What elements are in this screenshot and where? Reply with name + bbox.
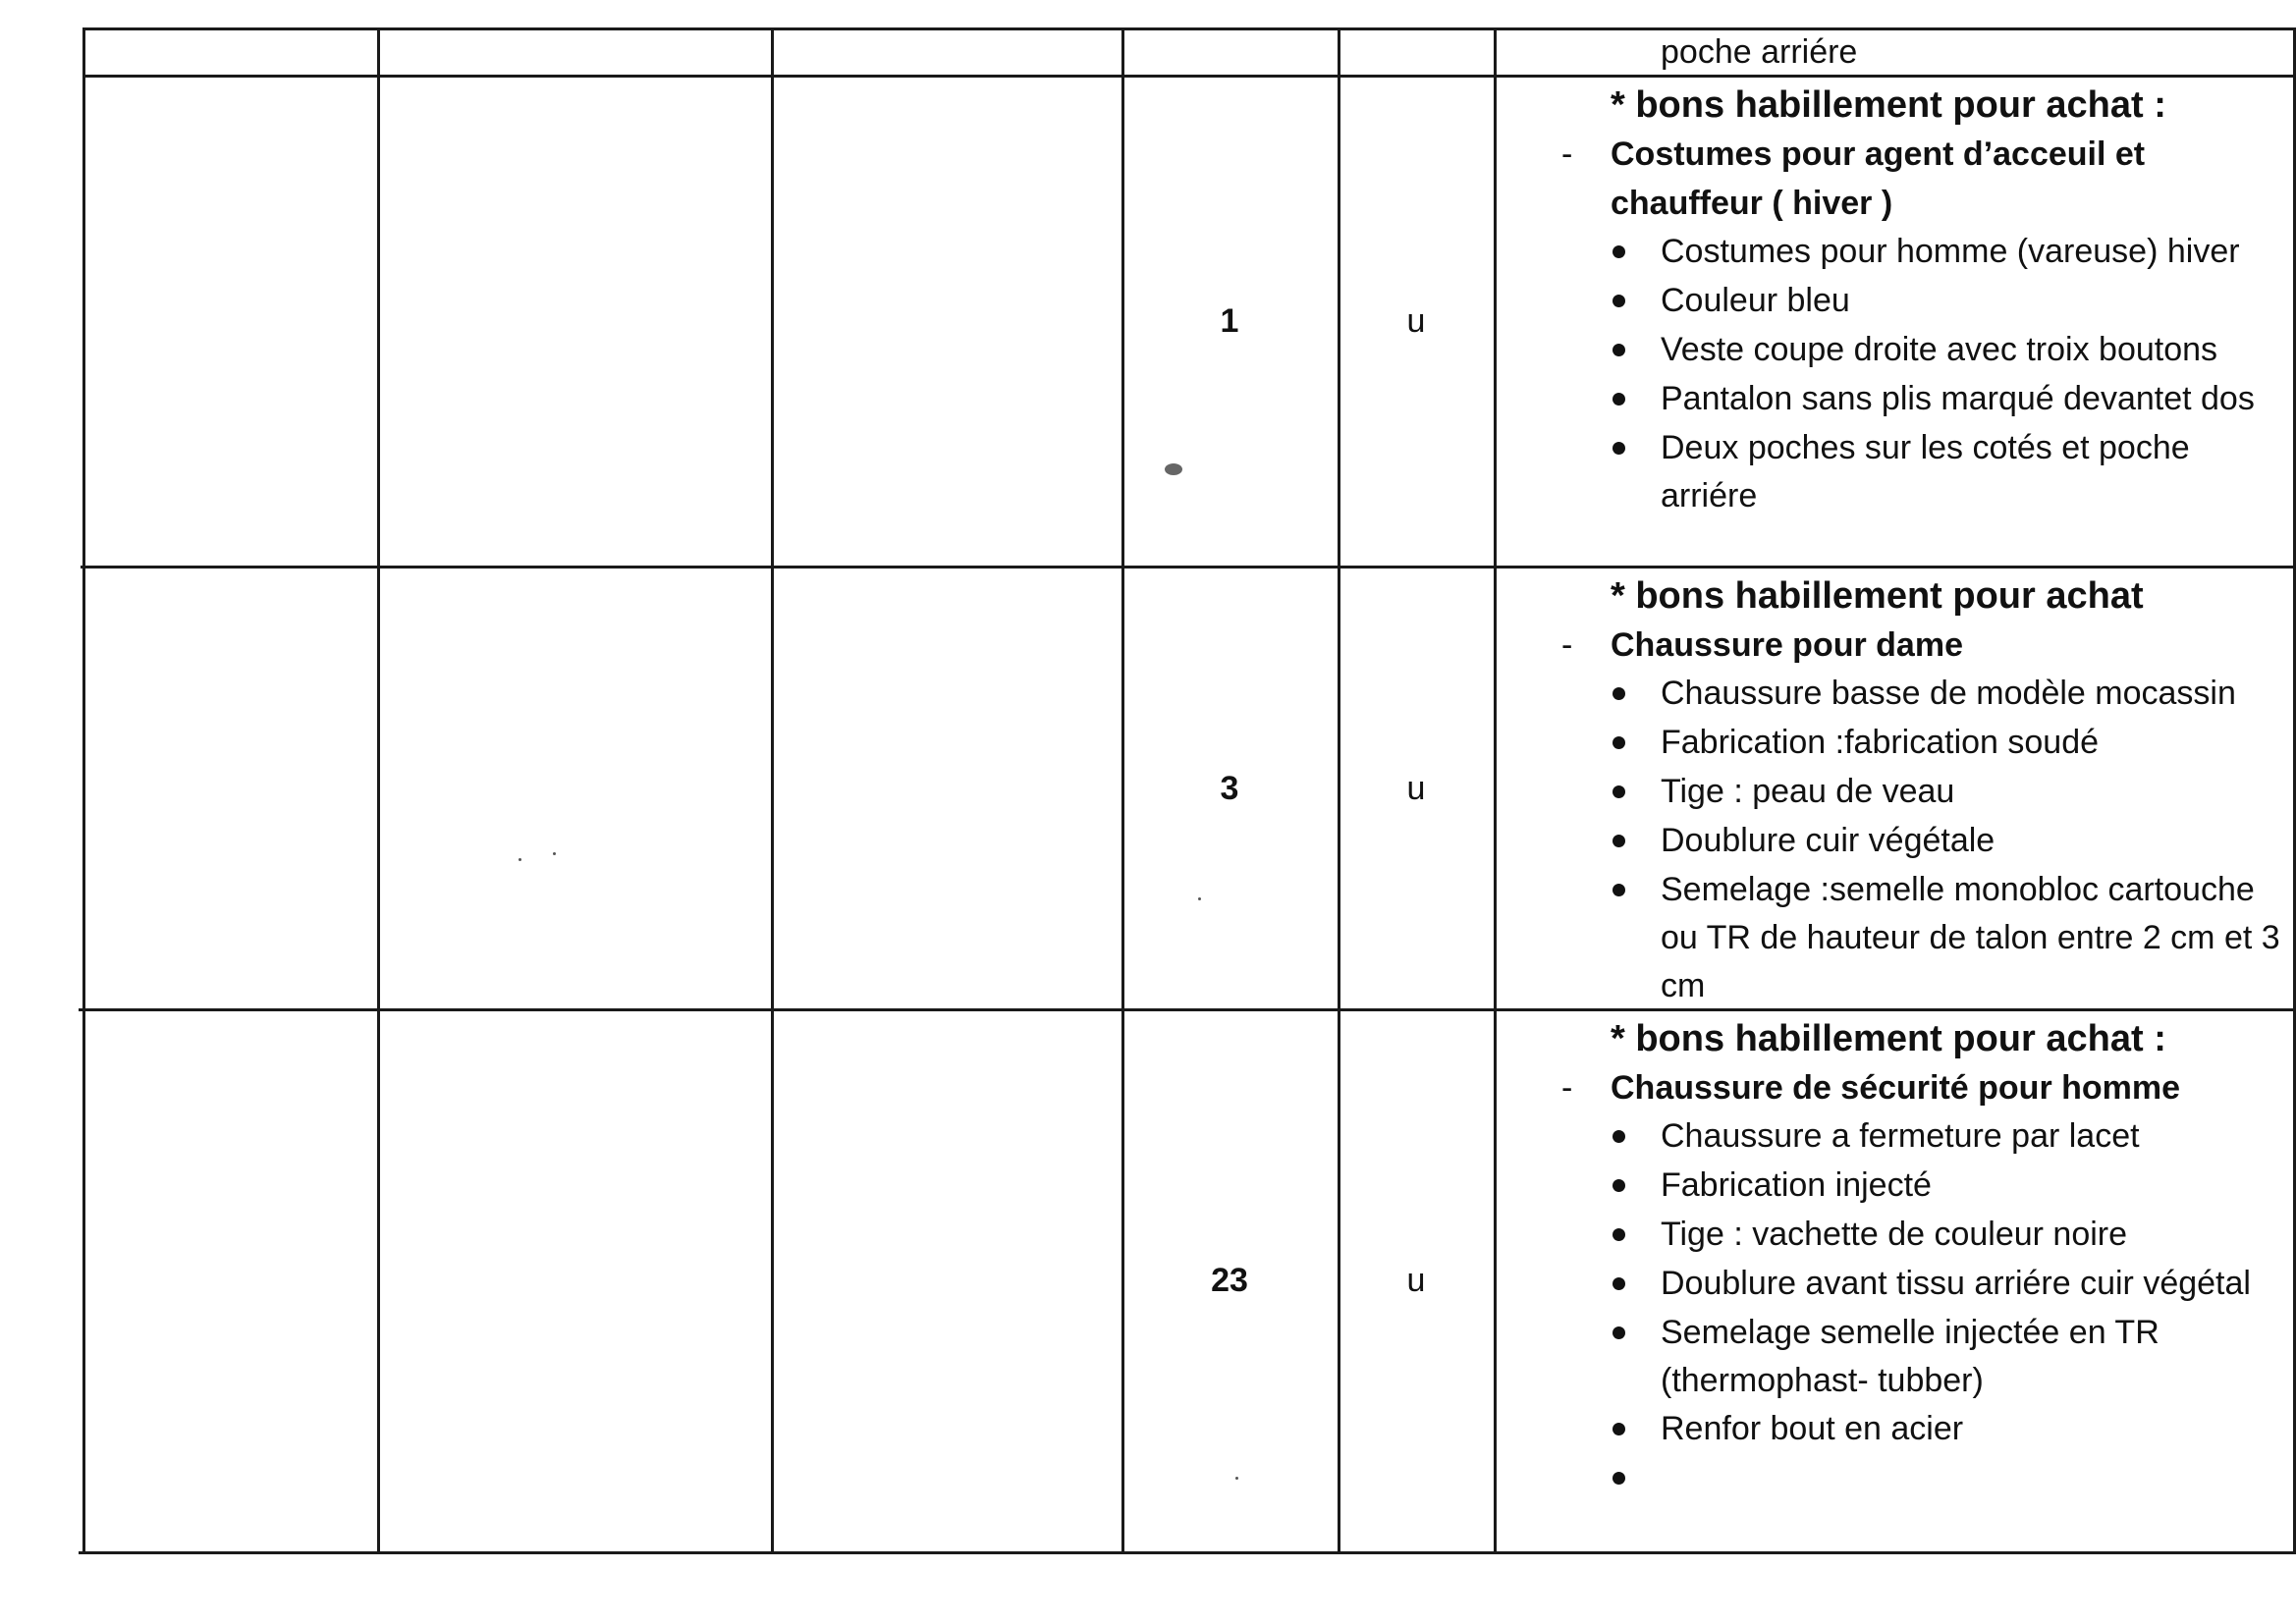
quantity-cell: 1 [1220,302,1239,340]
row-divider [81,566,2296,568]
bullet-icon [1613,1130,1625,1143]
section-subtitle [1497,1063,2292,1112]
table-border-left [82,27,85,1554]
section-title: * bons habillement pour achat [1611,575,2144,617]
section-title: * bons habillement pour achat : [1611,84,2166,126]
bullet-icon [1613,884,1625,896]
scan-speck [1165,463,1182,475]
description-cell [1497,1014,2292,1503]
list-item [1497,424,2292,520]
unit-cell: u [1406,1262,1426,1299]
subtitle-text: Chaussure de sécurité pour homme [1611,1069,2181,1107]
list-item-text: Doublure cuir végétale [1661,822,1995,859]
list-item-text: Chaussure basse de modèle mocassin [1661,675,2236,712]
bullet-icon [1613,1472,1625,1485]
bullet-icon [1613,687,1625,700]
list-item [1497,1260,2292,1309]
bullet-icon [1613,1423,1625,1435]
dash-marker: - [1561,1069,1573,1107]
list-item-text: Doublure avant tissu arriére cuir végétal [1661,1265,2251,1302]
column-divider [771,27,774,1554]
list-item [1497,866,2292,1010]
list-item-text: Pantalon sans plis marqué devantet dos [1661,380,2255,417]
list-item-text: Fabrication :fabrication soudé [1661,724,2100,761]
item-list [1497,670,2292,1010]
unit-cell: u [1406,302,1426,340]
list-item [1497,326,2292,375]
bullet-icon [1613,736,1625,749]
list-item-text: Veste coupe droite avec troix boutons [1661,331,2218,368]
table-border-bottom [79,1551,2296,1554]
bullet-icon [1613,1228,1625,1241]
list-item [1497,1112,2292,1162]
list-item [1497,719,2292,768]
dash-marker: - [1561,626,1573,664]
list-item-text: Costumes pour homme (vareuse) hiver [1661,233,2240,270]
list-item-text: Renfor bout en acier [1661,1410,1964,1447]
list-item-text: Chaussure a fermeture par lacet [1661,1117,2140,1155]
section-title: * bons habillement pour achat : [1611,1018,2166,1059]
list-item [1497,1454,2292,1503]
list-item-text: Semelage :semelle monobloc cartouche ou TR de hauteur de talon entre 2 cm et 3 cm [1661,871,2280,1004]
bullet-icon [1613,835,1625,847]
description-cell [1497,571,2292,1010]
subtitle-text: Chaussure pour dame [1611,626,1963,664]
list-item [1497,1309,2292,1405]
list-item [1497,375,2292,424]
section-subtitle [1497,621,2292,670]
list-item-text: Couleur bleu [1661,282,1850,319]
item-list [1497,1112,2292,1503]
item-list [1497,228,2292,520]
list-item [1497,228,2292,277]
bullet-icon [1613,245,1625,258]
list-item [1497,768,2292,817]
list-item-text: Fabrication injecté [1661,1166,1932,1204]
unit-cell: u [1406,770,1426,807]
bullet-icon [1613,1179,1625,1192]
continued-text: poche arriére [1661,33,1858,71]
bullet-icon [1613,442,1625,455]
bullet-icon [1613,393,1625,406]
column-divider [377,27,380,1554]
bullet-icon [1613,1277,1625,1290]
list-item-text: Tige : vachette de couleur noire [1661,1216,2128,1253]
section-subtitle [1497,130,2292,228]
list-item [1497,1405,2292,1454]
list-item [1497,1211,2292,1260]
list-item-text: Tige : peau de veau [1661,773,1955,810]
row-divider [82,75,2296,78]
bullet-icon [1613,785,1625,798]
scan-speck [553,852,556,855]
description-cell [1497,81,2292,520]
scan-speck [1198,897,1201,900]
list-item [1497,670,2292,719]
table-border-top [82,27,2296,30]
quantity-cell: 3 [1220,770,1239,807]
bullet-icon [1613,1326,1625,1339]
list-item [1497,277,2292,326]
list-item [1497,817,2292,866]
dash-marker: - [1561,135,1573,173]
subtitle-text: Costumes pour agent d’acceuil et chauffeur ( hiver ) [1611,135,2146,222]
list-item-text: Deux poches sur les cotés et poche arriére [1661,429,2190,514]
scan-speck [519,858,521,861]
scan-speck [1235,1477,1238,1480]
quantity-cell: 23 [1211,1262,1248,1299]
bullet-icon [1613,344,1625,356]
list-item [1497,1162,2292,1211]
bullet-icon [1613,295,1625,307]
list-item-text: Semelage semelle injectée en TR (thermophast- tubber) [1661,1314,2159,1399]
